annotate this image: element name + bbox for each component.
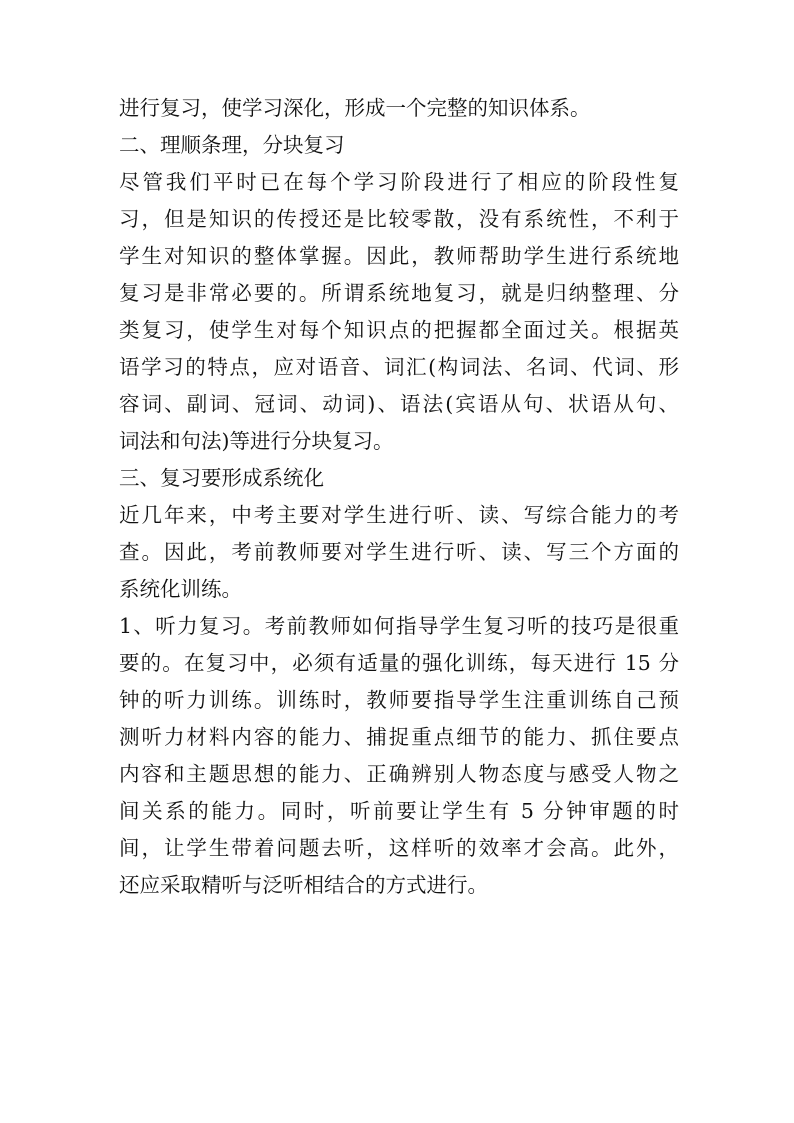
text-line: 复习是非常必要的。所谓系统地复习，就是归纳整理、分 — [119, 281, 679, 305]
text-line: 容词、副词、冠词、动词)、语法(宾语从句、状语从句、 — [119, 392, 679, 416]
text-line: 内容和主题思想的能力、正确辨别人物态度与感受人物之 — [119, 762, 679, 786]
text-line: 语学习的特点，应对语音、词汇(构词法、名词、代词、形 — [119, 355, 679, 379]
text-line: 尽管我们平时已在每个学习阶段进行了相应的阶段性复 — [119, 170, 679, 194]
text-line: 钟的听力训练。训练时，教师要指导学生注重训练自己预 — [119, 688, 679, 712]
text-line: 学生对知识的整体掌握。因此，教师帮助学生进行系统地 — [119, 244, 679, 268]
text-line: 1、听力复习。考前教师如何指导学生复习听的技巧是很重 — [119, 614, 679, 638]
text-line: 要的。在复习中，必须有适量的强化训练，每天进行 15 分 — [119, 651, 679, 675]
text-line: 近几年来，中考主要对学生进行听、读、写综合能力的考 — [119, 503, 679, 527]
text-line: 习，但是知识的传授还是比较零散，没有系统性，不利于 — [119, 207, 679, 231]
text-line: 间关系的能力。同时，听前要让学生有 5 分钟审题的时 — [119, 799, 679, 823]
text-line: 间，让学生带着问题去听，这样听的效率才会高。此外， — [119, 836, 679, 860]
text-line: 测听力材料内容的能力、捕捉重点细节的能力、抓住要点 — [119, 725, 679, 749]
document-body — [119, 90, 679, 904]
text-line: 词法和句法)等进行分块复习。 — [119, 429, 394, 453]
text-line: 二、理顺条理，分块复习 — [119, 133, 345, 157]
text-line: 进行复习，使学习深化，形成一个完整的知识体系。 — [119, 96, 591, 120]
text-line: 类复习，使学生对每个知识点的把握都全面过关。根据英 — [119, 318, 679, 342]
text-line: 三、复习要形成系统化 — [119, 466, 324, 490]
text-line: 系统化训练。 — [119, 577, 242, 601]
text-line: 查。因此，考前教师要对学生进行听、读、写三个方面的 — [119, 540, 679, 564]
text-line: 还应采取精听与泛听相结合的方式进行。 — [119, 873, 488, 897]
